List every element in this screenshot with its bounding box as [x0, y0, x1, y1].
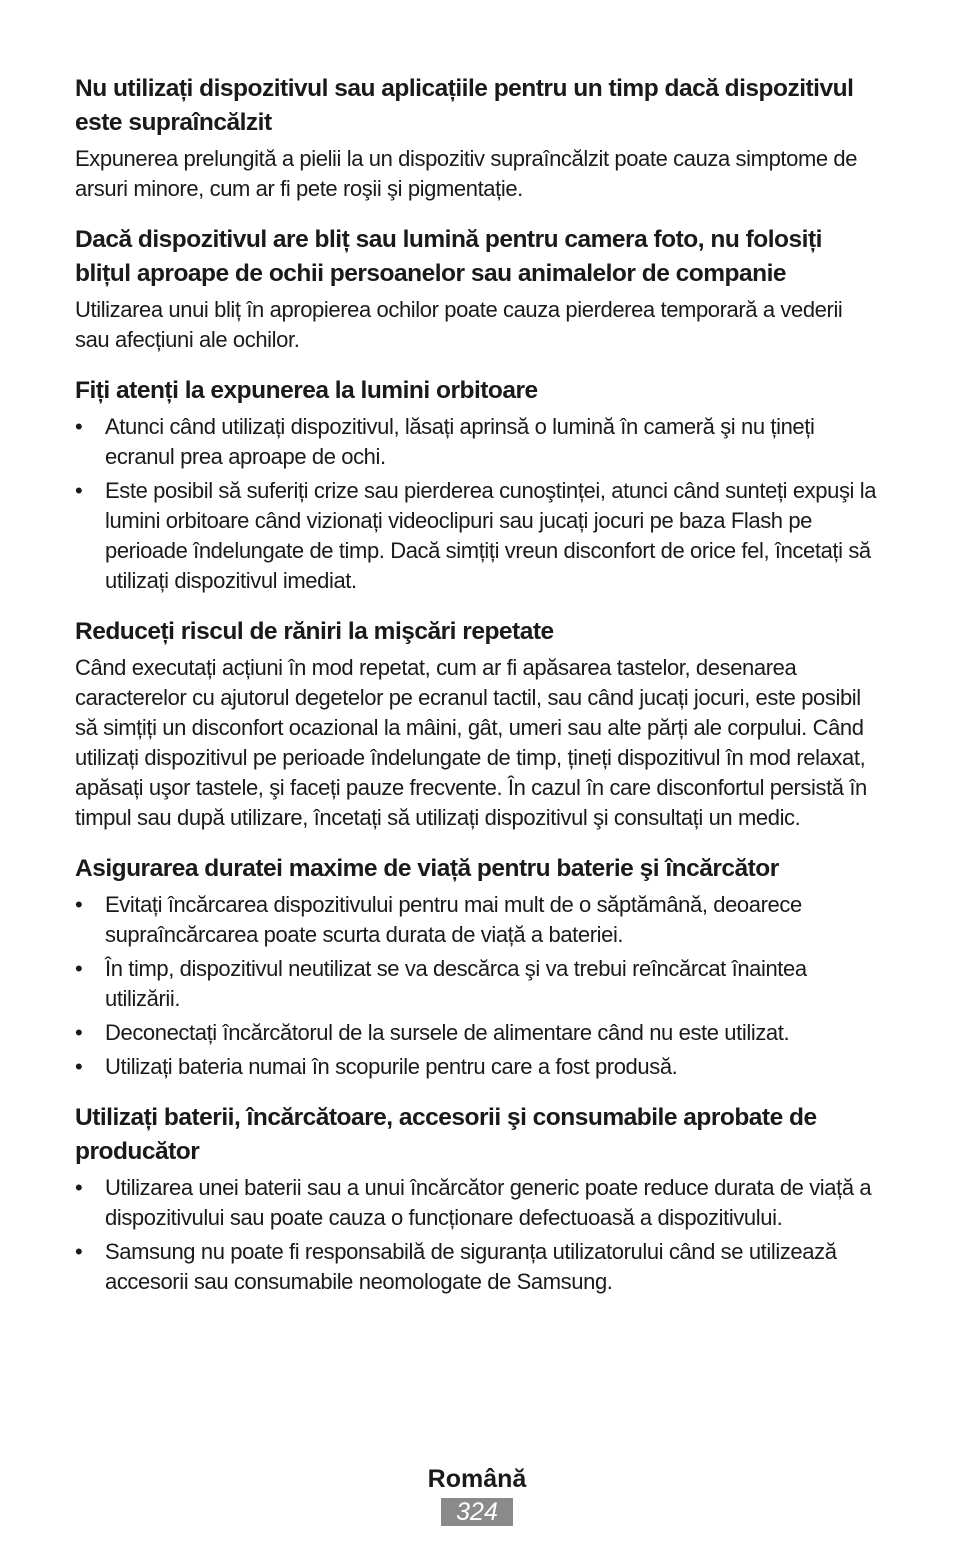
- list-item-text: Deconectați încărcătorul de la sursele de alimentare când nu este utilizat.: [105, 1020, 790, 1045]
- page-number: 324: [441, 1498, 513, 1526]
- list-item-text: Utilizați bateria numai în scopurile pentru care a fost produsă.: [105, 1054, 678, 1079]
- section-title: Reduceți riscul de răniri la mişcări repetate: [75, 618, 554, 645]
- list-item: [75, 1237, 881, 1297]
- section-overheating: [75, 72, 881, 204]
- footer-language: Română: [427, 1465, 527, 1493]
- bullet-icon: •: [75, 1054, 83, 1079]
- section-body: Utilizarea unui bliț în apropierea ochilor poate cauza pierderea temporară a vederii sau afecțiuni ale ochilor.: [75, 297, 843, 352]
- section-body: Când executați acțiuni în mod repetat, cum ar fi apăsarea tastelor, desenarea caracterelor cu ajutorul degetelor pe ecranul tactil, sau când jucați jocuri, este posibil să simțiți un disconfort ocazional la mâini, gât, umeri sau alte părți ale corpului. Când utilizați dispozitivul pe perioade îndelungate de timp, țineți dispozitivul în mod relaxat, apăsați uşor tastele, şi faceți pauze frecvente. În cazul în care disconfortul persistă în timpul sau după utilizare, încetați să utilizați dispozitivul şi consultați un medic.: [75, 655, 867, 830]
- list-item: [75, 954, 881, 1014]
- list-item: [75, 890, 881, 950]
- list-item: [75, 1018, 881, 1048]
- bullet-icon: •: [75, 478, 83, 503]
- bullet-icon: •: [75, 1175, 83, 1200]
- bullet-icon: •: [75, 892, 83, 917]
- list-item-text: Utilizarea unei baterii sau a unui încărcător generic poate reduce durata de viață a dispozitivului sau poate cauza o funcționare defectuoasă a dispozitivului.: [105, 1175, 872, 1230]
- list-item-text: În timp, dispozitivul neutilizat se va descărca şi va trebui reîncărcat înaintea utilizării.: [105, 956, 807, 1011]
- section-title: Utilizați baterii, încărcătoare, accesorii şi consumabile aprobate de producător: [75, 1104, 817, 1165]
- bullet-icon: •: [75, 1020, 83, 1045]
- bullet-list: [75, 890, 881, 1082]
- document-page: [75, 72, 881, 1316]
- bullet-icon: •: [75, 1239, 83, 1264]
- section-bright-lights: [75, 374, 881, 596]
- section-body: Expunerea prelungită a pielii la un dispozitiv supraîncălzit poate cauza simptome de arsuri minore, cum ar fi pete roşii şi pigmentație.: [75, 146, 858, 201]
- section-title: Asigurarea duratei maxime de viață pentru baterie şi încărcător: [75, 855, 779, 882]
- section-repetitive-motion: [75, 615, 881, 833]
- section-title: Dacă dispozitivul are bliț sau lumină pentru camera foto, nu folosiți blițul aproape de ochii persoanelor sau animalelor de companie: [75, 226, 822, 287]
- list-item: [75, 412, 881, 472]
- list-item-text: Este posibil să suferiți crize sau pierderea cunoştinței, atunci când sunteți expuşi la lumini orbitoare când vizionați videoclipuri sau jucați jocuri pe baza Flash pe perioade îndelungate de timp. Dacă simțiți vreun disconfort de orice fel, încetați să utilizați dispozitivul imediat.: [105, 478, 877, 593]
- section-title: Nu utilizați dispozitivul sau aplicațiile pentru un timp dacă dispozitivul este supraîncălzit: [75, 75, 854, 136]
- list-item-text: Samsung nu poate fi responsabilă de siguranța utilizatorului când se utilizează accesorii sau consumabile neomologate de Samsung.: [105, 1239, 837, 1294]
- section-flash: [75, 223, 881, 355]
- list-item-text: Evitați încărcarea dispozitivului pentru mai mult de o săptămână, deoarece supraîncărcarea poate scurta durata de viață a bateriei.: [105, 892, 802, 947]
- bullet-list: [75, 412, 881, 596]
- section-approved-accessories: [75, 1101, 881, 1297]
- page-footer: [0, 1462, 954, 1526]
- list-item-text: Atunci când utilizați dispozitivul, lăsați aprinsă o lumină în cameră şi nu țineți ecranul prea aproape de ochi.: [105, 414, 815, 469]
- bullet-icon: •: [75, 956, 83, 981]
- list-item: [75, 1173, 881, 1233]
- bullet-list: [75, 1173, 881, 1297]
- section-battery-life: [75, 852, 881, 1082]
- section-title: Fiți atenți la expunerea la lumini orbitoare: [75, 377, 538, 404]
- list-item: [75, 1052, 881, 1082]
- list-item: [75, 476, 881, 596]
- bullet-icon: •: [75, 414, 83, 439]
